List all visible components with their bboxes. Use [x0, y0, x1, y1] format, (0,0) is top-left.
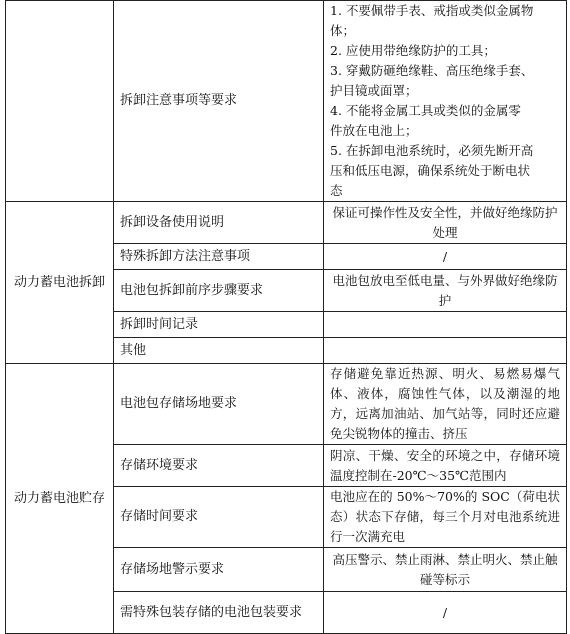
item-cell: 电池包拆卸前序步骤要求	[114, 270, 324, 312]
item-cell: 存储时间要求	[114, 487, 324, 548]
requirement-cell: /	[324, 592, 567, 634]
item-cell: 电池包存储场地要求	[114, 364, 324, 445]
table-row	[6, 1, 567, 202]
requirement-cell	[324, 312, 567, 338]
requirement-line: 件放在电池上；	[330, 123, 418, 138]
category-cell: 动力蓄电池拆卸	[6, 202, 114, 364]
requirement-line: 5. 在拆卸电池系统时，必须先断开高	[330, 143, 534, 158]
requirements-table	[5, 0, 567, 634]
table-row	[6, 202, 567, 244]
requirement-line: 压和低压电源，确保系统处于断电状	[330, 163, 531, 178]
item-cell: 拆卸注意事项等要求	[114, 1, 324, 202]
category-cell: 动力蓄电池贮存	[6, 364, 114, 634]
item-cell: 拆卸时间记录	[114, 312, 324, 338]
requirement-cell	[324, 338, 567, 364]
requirement-line: 4. 不能将金属工具或类似的金属零	[330, 103, 521, 118]
requirement-line: 1. 不要佩带手表、戒指或类似金属物	[330, 3, 534, 18]
item-cell: 需特殊包装存储的电池包装要求	[114, 592, 324, 634]
requirement-line: 护目镜或面罩；	[330, 83, 418, 98]
requirement-line: 2. 应使用带绝缘防护的工具；	[330, 43, 496, 58]
item-cell: 存储环境要求	[114, 445, 324, 487]
item-cell: 特殊拆卸方法注意事项	[114, 244, 324, 270]
requirement-cell: 保证可操作性及安全性，并做好绝缘防护处理	[324, 202, 567, 244]
requirement-cell: 电池应在的 50%～70%的 SOC（荷电状态）状态下存储，每三个月对电池系统进行一次满充电	[324, 487, 567, 548]
requirement-cell	[324, 1, 567, 202]
requirement-line: 态	[330, 183, 343, 198]
table-row	[6, 364, 567, 445]
requirement-cell: 电池包放电至低电量、与外界做好绝缘防护	[324, 270, 567, 312]
requirement-line: 3. 穿戴防砸绝缘鞋、高压绝缘手套、	[330, 63, 534, 78]
requirement-line: 体；	[330, 23, 356, 38]
item-cell: 拆卸设备使用说明	[114, 202, 324, 244]
requirement-cell: /	[324, 244, 567, 270]
item-cell: 其他	[114, 338, 324, 364]
requirement-cell: 高压警示、禁止雨淋、禁止明火、禁止触碰等标示	[324, 548, 567, 592]
requirement-cell: 阴凉、干燥、安全的环境之中，存储环境温度控制在-20℃～35℃范围内	[324, 445, 567, 487]
requirement-cell: 存储避免靠近热源、明火、易燃易爆气体、液体，腐蚀性气体，以及潮湿的地方，远离加油站、加气站等，同时还应避免尖锐物体的撞击、挤压	[324, 364, 567, 445]
category-cell-empty	[6, 1, 114, 202]
item-cell: 存储场地警示要求	[114, 548, 324, 592]
